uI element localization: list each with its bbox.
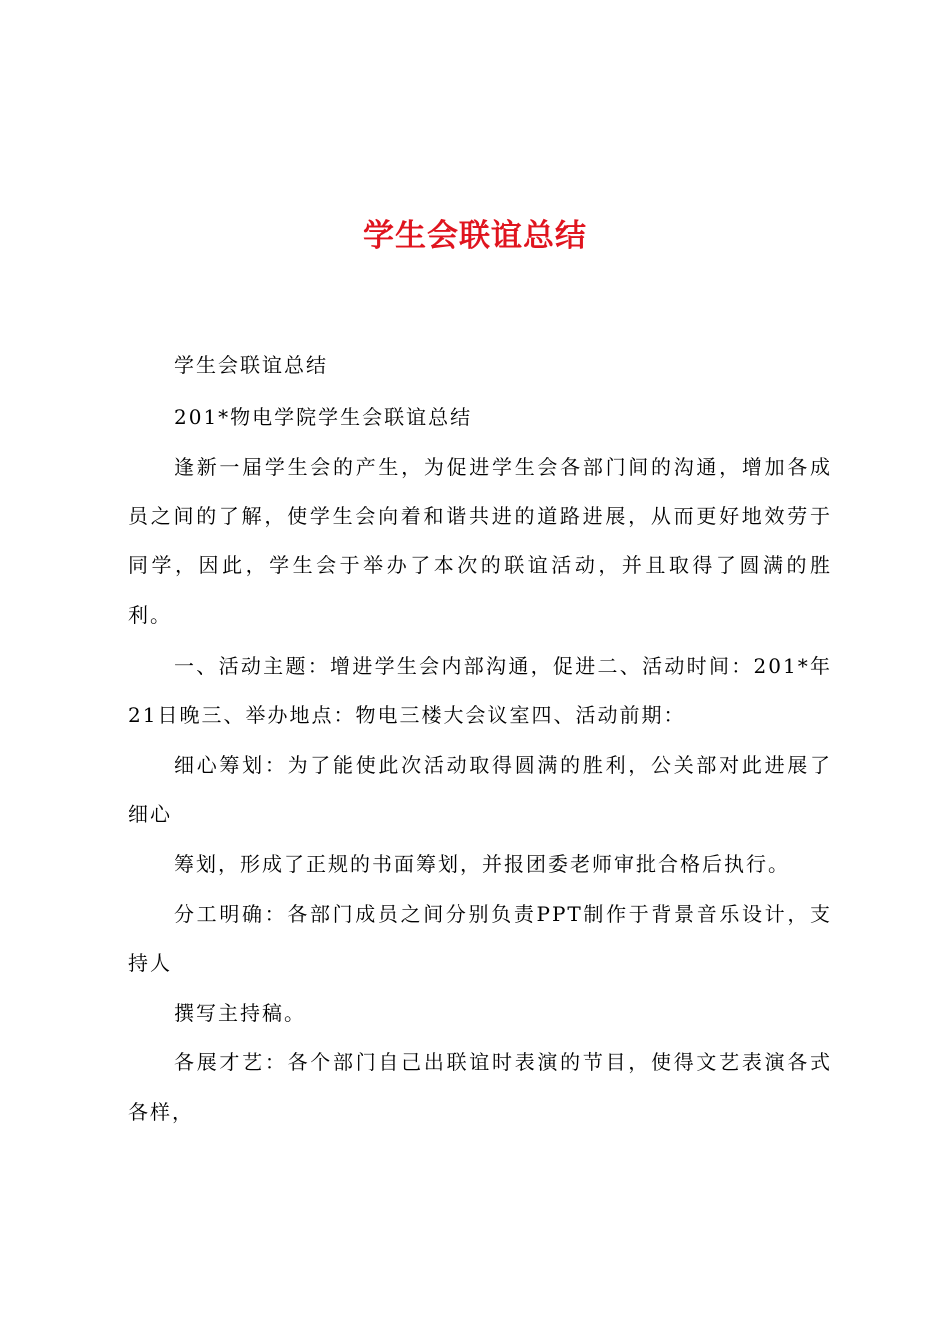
body-line: 利。 [128,603,172,627]
body-line: 撰写主持稿。 [174,1001,306,1025]
body-line: 201*物电学院学生会联谊总结 [174,405,473,429]
body-line: 学生会联谊总结 [174,353,328,377]
body-line: 一、活动主题：增进学生会内部沟通，促进二、活动时间：201*年 [174,654,832,678]
body-line: 分工明确：各部门成员之间分别负责PPT制作于背景音乐设计，支 [174,902,832,926]
body-line: 员之间的了解，使学生会向着和谐共进的道路进展，从而更好地效劳于 [128,504,832,528]
body-line: 各展才艺：各个部门自己出联谊时表演的节目，使得文艺表演各式 [174,1050,832,1074]
body-line: 逢新一届学生会的产生，为促进学生会各部门间的沟通，增加各成 [174,455,832,479]
body-line: 细心 [128,802,172,826]
body-line: 各样， [128,1100,194,1124]
body-line: 持人 [128,951,172,975]
body-line: 21日晚三、举办地点：物电三楼大会议室四、活动前期： [128,703,686,727]
body-line: 细心筹划：为了能使此次活动取得圆满的胜利，公关部对此进展了 [174,753,832,777]
body-line: 同学，因此，学生会于举办了本次的联谊活动，并且取得了圆满的胜 [128,553,832,577]
body-line: 筹划，形成了正规的书面筹划，并报团委老师审批合格后执行。 [174,852,790,876]
document-title: 学生会联谊总结 [363,218,587,254]
